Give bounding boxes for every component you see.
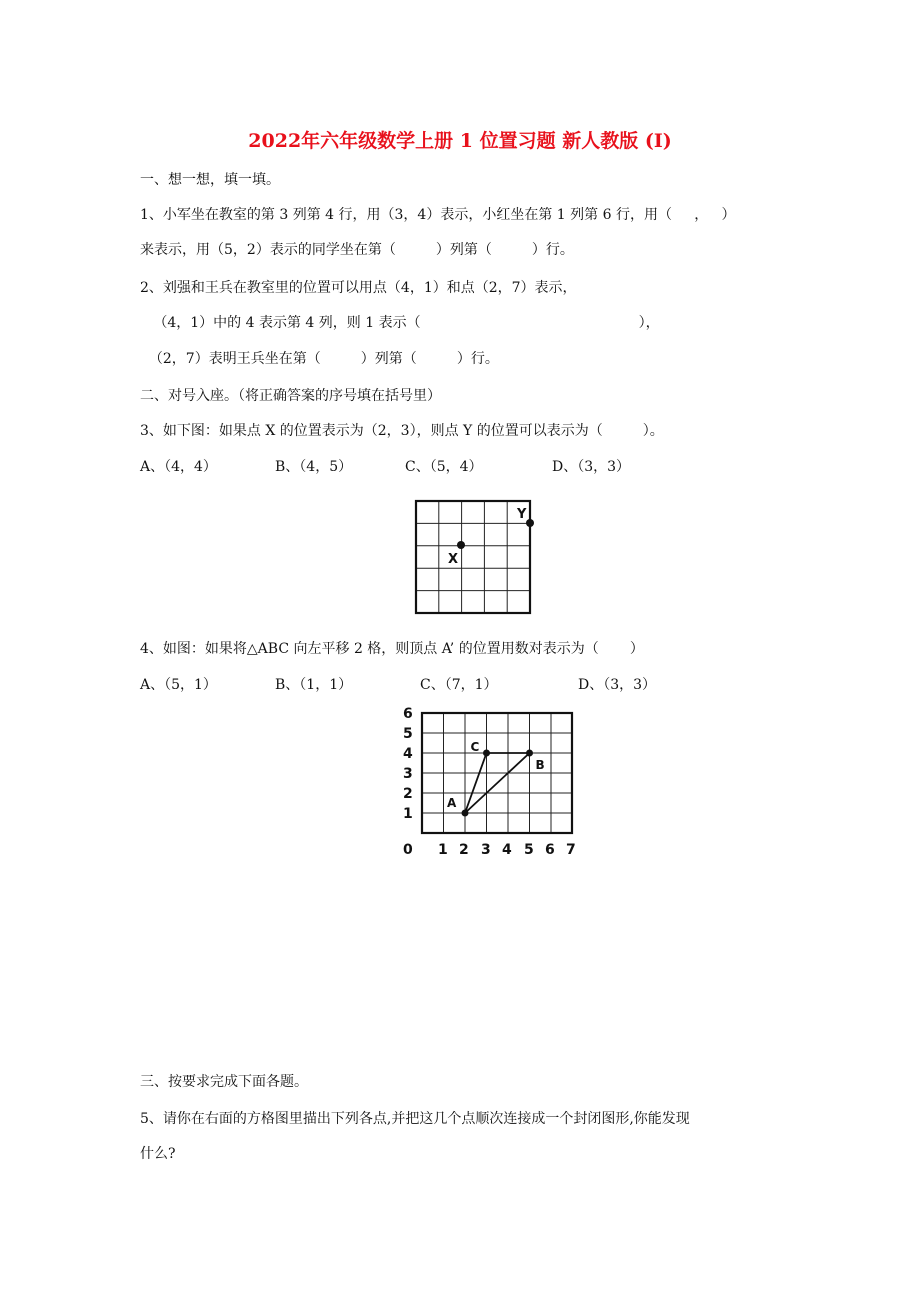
question-2-line-3: （2，7）表明王兵坐在第（ ）列第（ ）行。 <box>140 351 499 367</box>
point-y-label: Y <box>517 507 527 522</box>
x-tick-5: 5 <box>524 842 534 858</box>
x-axis-tick-labels <box>403 842 576 858</box>
figure-xy-grid <box>408 495 542 619</box>
y-tick-4: 4 <box>403 746 413 762</box>
section-3-heading: 三、按要求完成下面各题。 <box>140 1074 308 1090</box>
question-2-line-2: （4，1）中的 4 表示第 4 列，则 1 表示（ ）， <box>140 315 660 331</box>
page-title: 2022年六年级数学上册 1 位置习题 新人教版 (I) <box>248 130 672 152</box>
x-tick-1: 1 <box>438 842 448 858</box>
q4-option-b: B、（1，1） <box>275 677 353 693</box>
x-tick-6: 6 <box>545 842 555 858</box>
question-1-line-2: 来表示，用（5，2）表示的同学坐在第（ ）列第（ ）行。 <box>140 242 574 258</box>
section-2-heading: 二、对号入座。（将正确答案的序号填在括号里） <box>140 388 441 404</box>
x-tick-0: 0 <box>403 842 413 858</box>
point-x <box>457 541 465 549</box>
point-b-label: B <box>535 758 545 772</box>
point-a <box>462 810 469 817</box>
y-tick-6: 6 <box>403 706 413 722</box>
q3-option-d: D、（3，3） <box>552 459 631 475</box>
x-tick-3: 3 <box>481 842 491 858</box>
section-1-heading: 一、想一想，填一填。 <box>140 172 280 188</box>
grid-lines <box>416 501 530 613</box>
y-axis-tick-labels <box>403 706 413 822</box>
y-tick-3: 3 <box>403 766 413 782</box>
question-2-line-1: 2、刘强和王兵在教室里的位置可以用点（4，1）和点（2，7）表示， <box>140 280 577 296</box>
question-1-line-1: 1、小军坐在教室的第 3 列第 4 行，用（3，4）表示，小红坐在第 1 列第 6 行，用（ ， ） <box>140 207 736 223</box>
q4-option-d: D、（3，3） <box>578 677 657 693</box>
q3-option-b: B、（4，5） <box>275 459 353 475</box>
question-4: 4、如图：如果将△ABC 向左平移 2 格，则顶点 A’ 的位置用数对表示为（ ） <box>140 641 644 657</box>
q4-option-a: A、（5，1） <box>140 677 217 693</box>
question-5-line-2: 什么? <box>140 1146 176 1162</box>
y-tick-1: 1 <box>403 806 413 822</box>
q4-option-c: C、（7，1） <box>420 677 498 693</box>
question-3: 3、如下图：如果点 X 的位置表示为（2，3），则点 Y 的位置可以表示为（ ）。 <box>140 423 664 439</box>
point-c-label: C <box>470 740 480 754</box>
x-tick-2: 2 <box>459 842 469 858</box>
x-tick-4: 4 <box>502 842 512 858</box>
y-tick-5: 5 <box>403 726 413 742</box>
figure-triangle-grid <box>395 700 590 860</box>
point-c <box>483 750 490 757</box>
grid-border <box>416 501 530 613</box>
x-tick-7: 7 <box>566 842 576 858</box>
point-x-label: X <box>448 552 459 567</box>
point-b <box>526 750 533 757</box>
point-y <box>526 519 534 527</box>
q3-option-a: A、（4，4） <box>140 459 217 475</box>
y-tick-2: 2 <box>403 786 413 802</box>
grid-lines <box>422 713 572 833</box>
question-5-line-1: 5、请你在右面的方格图里描出下列各点,并把这几个点顺次连接成一个封闭图形,你能发现 <box>140 1111 690 1127</box>
triangle-abc <box>465 753 530 813</box>
q3-option-c: C、（5，4） <box>405 459 483 475</box>
point-a-label: A <box>447 796 457 810</box>
